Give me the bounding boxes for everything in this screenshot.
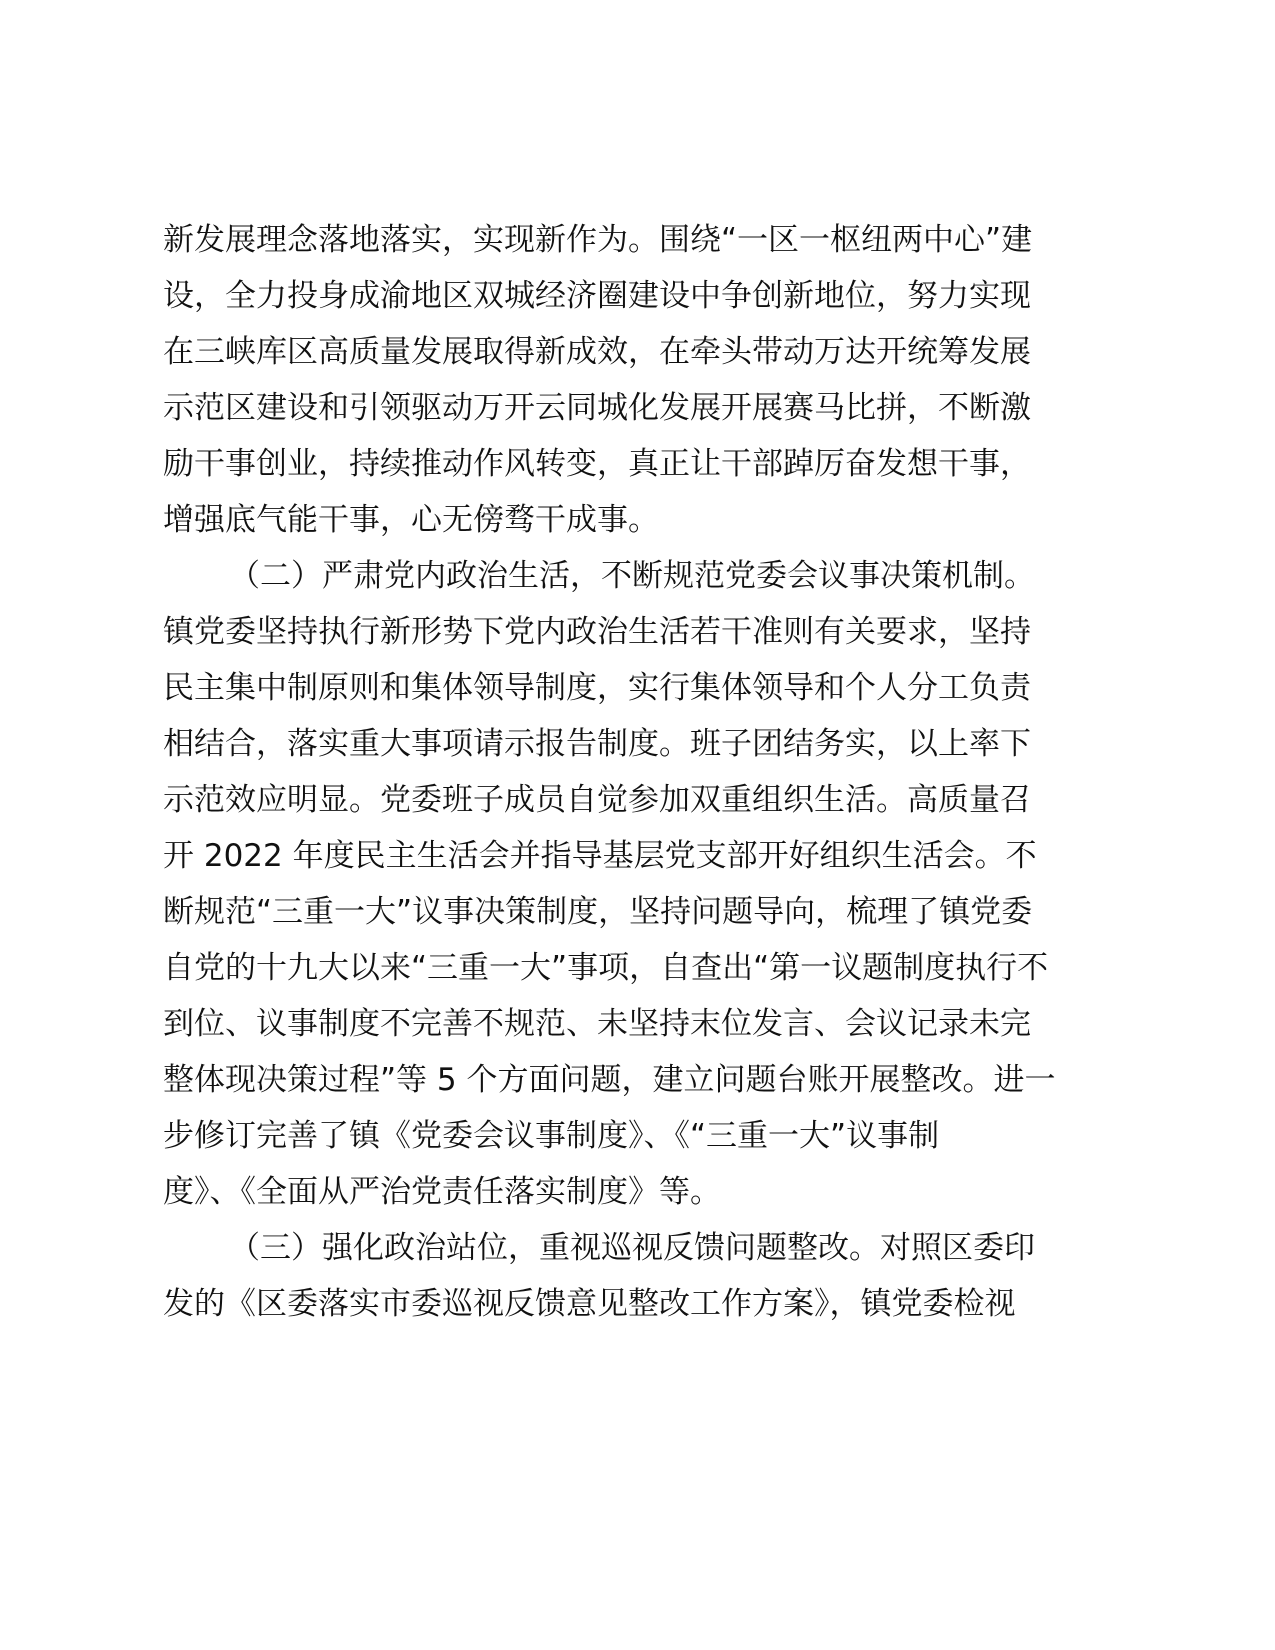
section-heading-line: （二）严肃党内政治生活，不断规范党委会议事决策机制。	[229, 558, 1035, 594]
text-line: 镇党委坚持执行新形势下党内政治生活若干准则有关要求，坚持	[163, 614, 1031, 650]
text-line: 励干事创业，持续推动作风转变，真正让干部踔厉奋发想干事，	[163, 446, 1031, 482]
text-line: 断规范“三重一大”议事决策制度，坚持问题导向，梳理了镇党委	[163, 894, 1033, 930]
text-line: 到位、议事制度不完善不规范、未坚持末位发言、会议记录未完	[163, 1006, 1031, 1042]
text-line: 开 2022 年度民主生活会并指导基层党支部开好组织生活会。不	[163, 838, 1037, 874]
section-heading-line: （三）强化政治站位，重视巡视反馈问题整改。对照区委印	[229, 1230, 1035, 1266]
text-line: 度》、《全面从严治党责任落实制度》等。	[163, 1174, 721, 1210]
text-line: 相结合，落实重大事项请示报告制度。班子团结务实，以上率下	[163, 726, 1031, 762]
text-line: 整体现决策过程”等 5 个方面问题，建立问题台账开展整改。进一	[163, 1062, 1056, 1098]
text-line: 设，全力投身成渝地区双城经济圈建设中争创新地位，努力实现	[163, 278, 1031, 314]
text-line: 步修订完善了镇《党委会议事制度》、《“三重一大”议事制	[163, 1118, 940, 1154]
text-line: 示范区建设和引领驱动万开云同城化发展开展赛马比拼，不断激	[163, 390, 1031, 426]
text-line: 增强底气能干事，心无傍骛干成事。	[163, 502, 659, 538]
text-line: 发的《区委落实市委巡视反馈意见整改工作方案》，镇党委检视	[163, 1286, 1016, 1322]
text-line: 新发展理念落地落实，实现新作为。围绕“一区一枢纽两中心”建	[163, 222, 1033, 258]
text-line: 在三峡库区高质量发展取得新成效，在牵头带动万达开统筹发展	[163, 334, 1031, 370]
text-line: 示范效应明显。党委班子成员自觉参加双重组织生活。高质量召	[163, 782, 1031, 818]
text-line: 自党的十九大以来“三重一大”事项，自查出“第一议题制度执行不	[163, 950, 1049, 986]
text-line: 民主集中制原则和集体领导制度，实行集体领导和个人分工负责	[163, 670, 1031, 706]
